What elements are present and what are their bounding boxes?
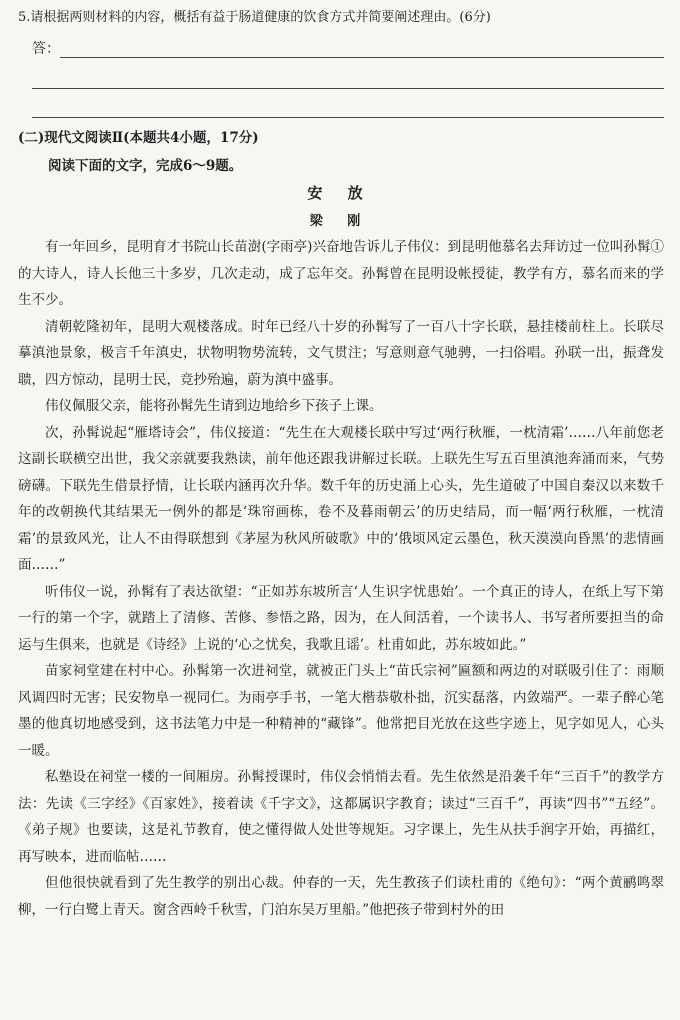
paragraph: 私塾设在祠堂一楼的一间厢房。孙髯授课时，伟仪会悄悄去看。先生依然是沿袭千年“三百千”的教学方法：先读《三字经》《百家姓》，接着读《千字文》，这都属识字教育；读过“三百千”，再读“四书”“五经”。《弟子规》也要读，这是礼节教育，使之懂得做人处世等规矩。习字课上，先生从扶手润字开始，再描红，再写映本，进而临帖…… bbox=[18, 769, 664, 865]
section-heading: (二)现代文阅读Ⅱ(本题共4小题，17分) bbox=[18, 130, 259, 146]
article-title: 安 放 bbox=[307, 184, 373, 202]
article-author: 梁 刚 bbox=[309, 214, 371, 229]
article-body bbox=[18, 234, 664, 923]
question-5-prompt: 5.请根据两则材料的内容，概括有益于肠道健康的饮食方式并简要阐述理由。(6分) bbox=[18, 10, 491, 25]
section-instruction: 阅读下面的文字，完成6～9题。 bbox=[48, 158, 243, 174]
paragraph: 有一年回乡，昆明育才书院山长苗澍(字雨亭)兴奋地告诉儿子伟仪：到昆明他慕名去拜访过一位叫孙髯①的大诗人，诗人长他三十多岁，几次走动，成了忘年交。孙髯曾在昆明设帐授徒，教学有方，慕名而来的学生不少。 bbox=[18, 239, 664, 308]
answer-line-3[interactable] bbox=[32, 117, 664, 118]
paragraph: 伟仪佩服父亲，能将孙髯先生请到边地给乡下孩子上课。 bbox=[45, 398, 383, 414]
paragraph: 清朝乾隆初年，昆明大观楼落成。时年已经八十岁的孙髯写了一百八十字长联，悬挂楼前柱上。长联尽摹滇池景象，极言千年滇史，状物明物势流转，文气贯注；写意则意气驰骋，一扫俗唱。孙联一出，振聋发聩，四方惊动，昆明士民，竞抄殆遍，蔚为滇中盛事。 bbox=[18, 318, 664, 388]
answer-line-1[interactable] bbox=[60, 57, 664, 58]
paragraph: 但他很快就看到了先生教学的别出心裁。仲春的一天，先生教孩子们读杜甫的《绝句》：“两个黄鹂鸣翠柳，一行白鹭上青天。窗含西岭千秋雪，门泊东吴万里船。”他把孩子带到村外的田 bbox=[18, 875, 664, 918]
answer-label: 答： bbox=[32, 41, 60, 57]
paragraph: 听伟仪一说，孙髯有了表达欲望：“正如苏东坡所言‘人生识字忧患始’。一个真正的诗人，在纸上写下第一行的第一个字，就踏上了清修、苦修、参悟之路，因为，在人间活着，一个读书人、书写者所要担当的命运与生俱来，也就是《诗经》上说的‘心之忧矣，我歌且谣’。杜甫如此，苏东坡如此。” bbox=[18, 583, 664, 653]
paragraph: 次，孙髯说起“雁塔诗会”，伟仪接道：“先生在大观楼长联中写过‘两行秋雁，一枕清霜’……八年前您老这副长联横空出世，我父亲就要我熟读，前年他还跟我讲解过长联。上联先生写五百里滇池奔涌而来，气势磅礴。下联先生借景抒情，让长联内涵再次升华。数千年的历史涌上心头，先生道破了中国自秦汉以来数千年的改朝换代其结果无一例外的都是‘珠帘画栋，卷不及暮雨朝云’的历史结局，而一幅‘两行秋雁，一枕清霜’的景致风光，让人不由得联想到《茅屋为秋风所破歌》中的‘俄顷风定云墨色，秋天漠漠向昏黑’的悲情画面……” bbox=[18, 424, 664, 573]
paragraph: 苗家祠堂建在村中心。孙髯第一次进祠堂，就被正门头上“苗氏宗祠”匾额和两边的对联吸引住了：雨顺风调四时无害；民安物阜一视同仁。为雨亭手书，一笔大楷恭敬朴拙，沉实磊落，内敛端严。一辈子醉心笔墨的他真切地感受到，这书法笔力中是一种精神的“藏锋”。他常把目光放在这些字迹上，见字如见人，心头一暖。 bbox=[18, 663, 664, 759]
answer-line-2[interactable] bbox=[32, 88, 664, 89]
